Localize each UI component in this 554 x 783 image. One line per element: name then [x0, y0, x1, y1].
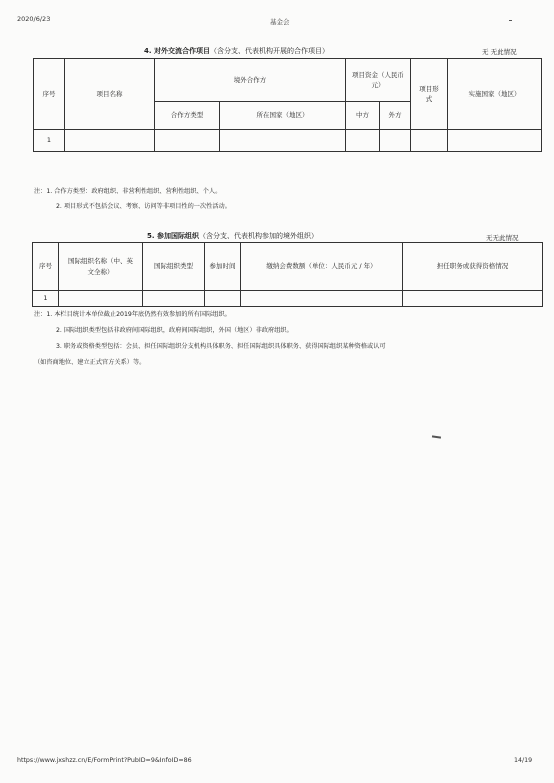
header-no: 序号	[33, 243, 59, 291]
cooperation-projects-table	[33, 58, 542, 152]
header-project-form: 项目形式	[411, 59, 448, 130]
page-number: 14/19	[514, 757, 533, 764]
header-implementation-country: 实施国家（地区）	[448, 59, 542, 130]
header-project-name: 项目名称	[65, 59, 155, 130]
section5-note-2: 2. 国际组织类型包括非政府间国际组织，政府间国际组织，外国（地区）非政府组织。	[56, 327, 293, 334]
row-no: 1	[33, 291, 59, 307]
table-row	[34, 130, 542, 152]
print-site-title: 基金会	[270, 18, 290, 26]
header-foreign-side: 外方	[380, 102, 411, 130]
header-position: 担任职务或获得资格情况	[403, 243, 543, 291]
header-join-time: 参加时间	[205, 243, 241, 291]
section4-note-2: 2. 项目形式不包括会议、考察、访问等非项目性的一次性活动。	[56, 203, 231, 210]
header-membership-fee: 缴纳会费数额（单位：人民币元 / 年）	[241, 243, 403, 291]
row-no: 1	[34, 130, 65, 152]
section5-note-1: 注：1. 本栏目统计本单位截止2019年底仍然有效参加的所有国际组织。	[34, 311, 231, 318]
section5-title: 5. 参加国际组织（含分支、代表机构参加的境外组织）	[147, 232, 318, 240]
international-orgs-table	[32, 242, 543, 307]
scan-mark	[432, 435, 441, 438]
header-project-fund: 项目资金（人民币元）	[346, 59, 411, 102]
header-org-type: 国际组织类型	[143, 243, 205, 291]
section4-note-1: 注：1. 合作方类型：政府组织、非营利性组织、营利性组织、个人。	[34, 188, 222, 195]
print-url: https://www.jxshzz.cn/E/FormPrint?PubID=9&InfoID=86	[17, 757, 192, 764]
scan-mark	[509, 20, 512, 21]
table-row	[33, 291, 543, 307]
section4-status: 无 无此情况	[482, 48, 517, 56]
header-partner-country: 所在国家（地区）	[220, 102, 346, 130]
section4-title: 4. 对外交流合作项目（含分支、代表机构开展的合作项目）	[144, 47, 329, 55]
header-partner-type: 合作方类型	[155, 102, 220, 130]
print-date: 2020/6/23	[17, 15, 51, 23]
section5-note-4: （如咨商地位、建立正式官方关系）等。	[34, 359, 146, 366]
header-no: 序号	[34, 59, 65, 130]
header-foreign-partner: 境外合作方	[155, 59, 346, 102]
header-chinese-side: 中方	[346, 102, 380, 130]
section5-status: 无无此情况	[486, 234, 519, 242]
header-org-name: 国际组织名称（中、英文全称）	[59, 243, 143, 291]
section5-note-3: 3. 职务或资格类型包括：会员、担任国际组织分支机构具体职务、担任国际组织具体职务、获得国际组织某种资格或认可	[56, 343, 386, 350]
